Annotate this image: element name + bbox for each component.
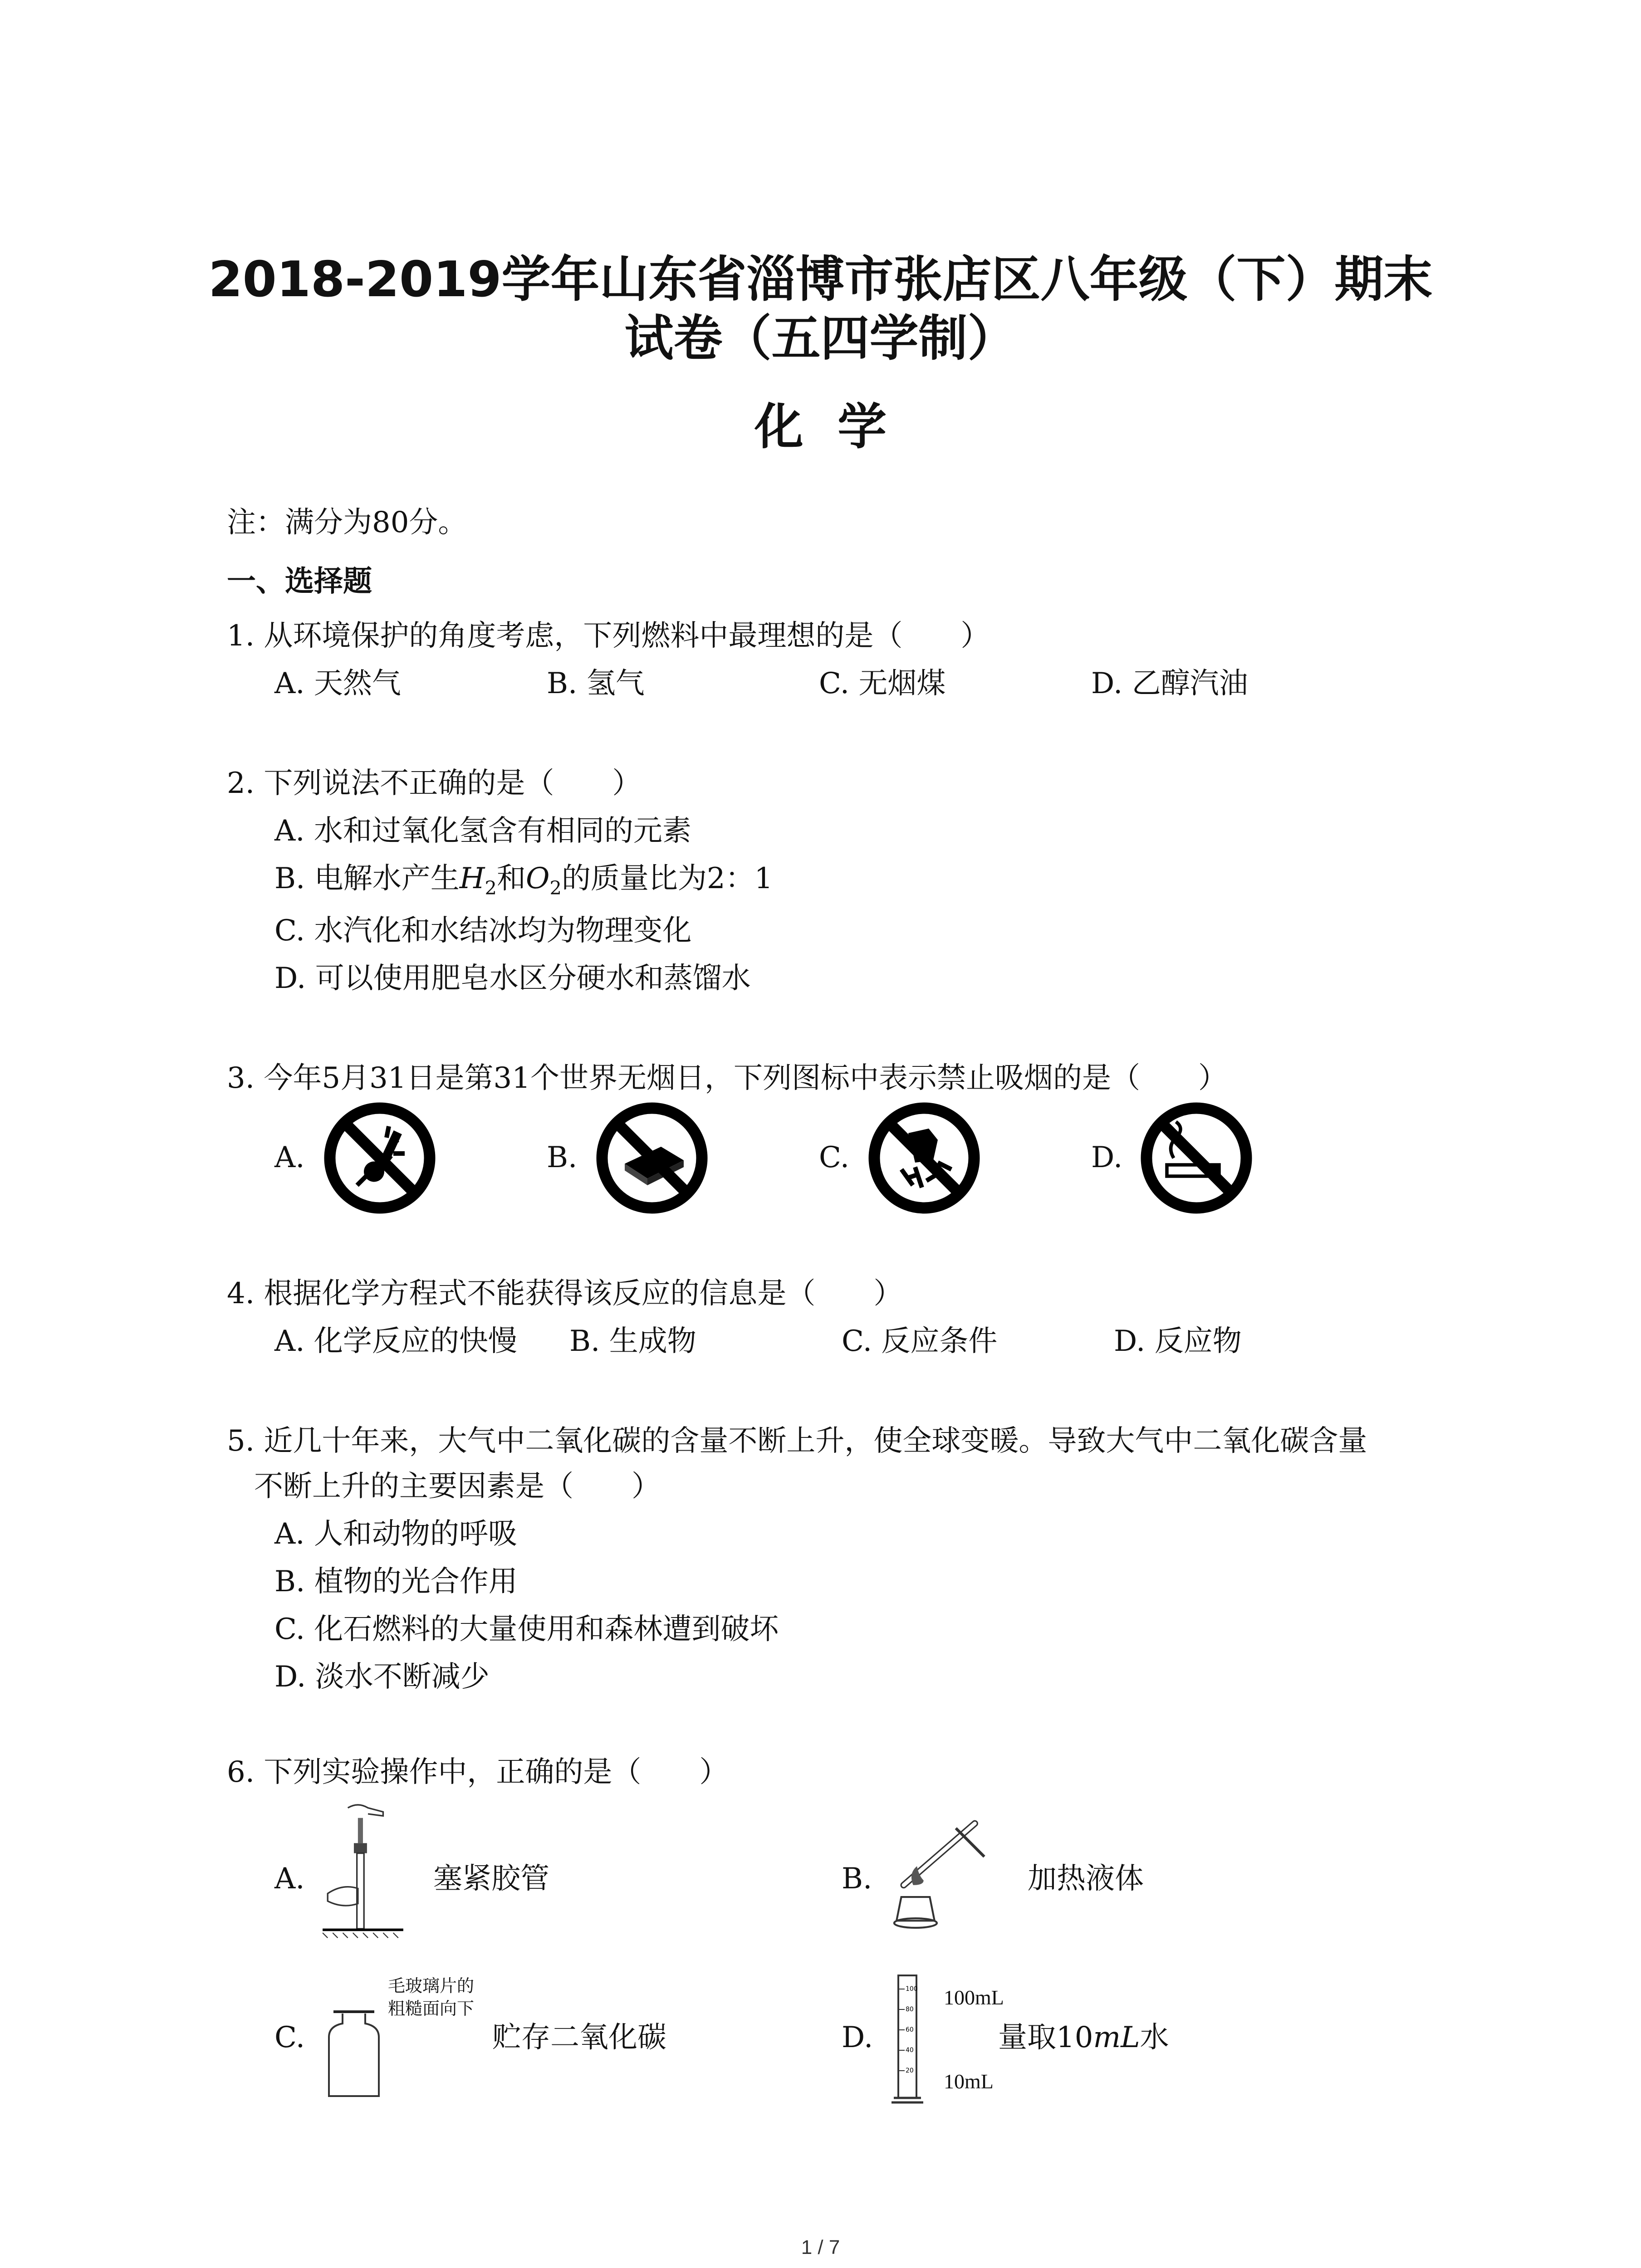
- q6-option-b[interactable]: B.: [842, 1862, 872, 1896]
- q2-option-b[interactable]: [274, 864, 773, 897]
- q4-option-c[interactable]: C. 反应条件: [842, 1325, 998, 1358]
- q5-option-a[interactable]: A. 人和动物的呼吸: [274, 1517, 517, 1551]
- no-matchbox-icon[interactable]: [595, 1101, 709, 1215]
- q3-option-b[interactable]: B.: [547, 1141, 578, 1174]
- q5-option-b[interactable]: B. 植物的光合作用: [274, 1565, 518, 1598]
- question-5-stem-line1: 5. 近几十年来，大气中二氧化碳的含量不断上升，使全球变暖。导致大气中二氧化碳含量: [227, 1424, 1367, 1458]
- q4-option-a[interactable]: A. 化学反应的快慢: [274, 1325, 517, 1358]
- cylinder-tick-40: 40: [906, 2047, 914, 2054]
- q1-option-d[interactable]: D. 乙醇汽油: [1091, 667, 1248, 700]
- q6-option-d[interactable]: D.: [842, 2021, 873, 2054]
- q1-option-a[interactable]: A. 天然气: [274, 667, 401, 700]
- q6-caption-c: 贮存二氧化碳: [492, 2021, 666, 2054]
- q4-option-b[interactable]: B. 生成物: [569, 1325, 696, 1358]
- q3-option-a[interactable]: A.: [274, 1141, 305, 1174]
- question-5-stem-line2: 不断上升的主要因素是（ ）: [254, 1470, 661, 1503]
- subscript-2: 2: [485, 876, 497, 899]
- q6-option-a[interactable]: A.: [274, 1862, 305, 1896]
- exam-title-line1: 2018-2019学年山东省淄博市张店区八年级（下）期末: [208, 251, 1433, 308]
- q6-caption-d-suffix: 水: [1140, 2021, 1169, 2054]
- question-4-stem: 4. 根据化学方程式不能获得该反应的信息是（ ）: [227, 1277, 903, 1310]
- exam-title-line2: 试卷（五四学制）: [624, 310, 1017, 367]
- q1-option-c[interactable]: C. 无烟煤: [819, 667, 946, 700]
- no-littering-icon[interactable]: [867, 1101, 981, 1215]
- gas-bottle-figure: [324, 2000, 383, 2105]
- q5-option-c[interactable]: C. 化石燃料的大量使用和森林遭到破坏: [274, 1613, 779, 1646]
- q1-option-b[interactable]: B. 氢气: [547, 667, 645, 700]
- formula-h: H: [459, 862, 485, 895]
- q6-option-c[interactable]: C.: [274, 2021, 305, 2054]
- q2-option-b-and: 和: [497, 862, 526, 895]
- q6-caption-d-unit: mL: [1093, 2021, 1140, 2054]
- subscript-2: 2: [549, 876, 562, 899]
- question-1-stem: 1. 从环境保护的角度考虑，下列燃料中最理想的是（ ）: [227, 619, 990, 653]
- formula-o: O: [526, 862, 550, 895]
- q2-option-d[interactable]: D. 可以使用肥皂水区分硬水和蒸馏水: [274, 962, 751, 995]
- q6-caption-a: 塞紧胶管: [433, 1862, 549, 1896]
- section-heading: 一、选择题: [227, 565, 372, 598]
- q3-option-d[interactable]: D.: [1091, 1141, 1123, 1174]
- cylinder-tick-20: 20: [906, 2067, 914, 2074]
- score-note: 注：满分为80分。: [227, 506, 467, 539]
- no-fireworks-icon[interactable]: [323, 1101, 436, 1215]
- subject-title: 化 学: [754, 399, 887, 455]
- q4-option-d[interactable]: D. 反应物: [1114, 1325, 1242, 1358]
- q2-option-b-suffix: 的质量比为2：1: [561, 862, 773, 895]
- question-3-stem: 3. 今年5月31日是第31个世界无烟日，下列图标中表示禁止吸烟的是（ ）: [227, 1061, 1227, 1095]
- cylinder-tick-80: 80: [906, 2006, 914, 2013]
- q3-option-c[interactable]: C.: [819, 1141, 850, 1174]
- q6-caption-d-prefix: 量取10: [998, 2021, 1093, 2054]
- q5-option-d[interactable]: D. 淡水不断减少: [274, 1660, 490, 1694]
- q2-option-c[interactable]: C. 水汽化和水结冰均为物理变化: [274, 914, 692, 948]
- question-2-stem: 2. 下列说法不正确的是（ ）: [227, 767, 642, 800]
- q6-caption-d: [998, 2023, 1169, 2052]
- glass-plate-note-line1: 毛玻璃片的: [388, 1976, 475, 1996]
- q6-caption-b: 加热液体: [1028, 1862, 1144, 1896]
- page-number: 1 / 7: [801, 2236, 840, 2258]
- heating-liquid-figure: [885, 1810, 989, 1941]
- graduated-cylinder-figure: [889, 1969, 935, 2109]
- cylinder-capacity-label: 100mL: [944, 1986, 1004, 2009]
- test-tube-stopper-figure: [318, 1796, 408, 1950]
- cylinder-tick-60: 60: [906, 2026, 914, 2033]
- cylinder-tick-100: 100: [906, 1985, 918, 1993]
- no-smoking-icon[interactable]: [1140, 1101, 1253, 1215]
- q2-option-b-prefix: B. 电解水产生: [274, 862, 460, 895]
- cylinder-precision-label: 10mL: [944, 2070, 994, 2093]
- question-6-stem: 6. 下列实验操作中，正确的是（ ）: [227, 1755, 729, 1789]
- q2-option-a[interactable]: A. 水和过氧化氢含有相同的元素: [274, 814, 691, 848]
- glass-plate-note-line2: 粗糙面向下: [388, 1999, 475, 2019]
